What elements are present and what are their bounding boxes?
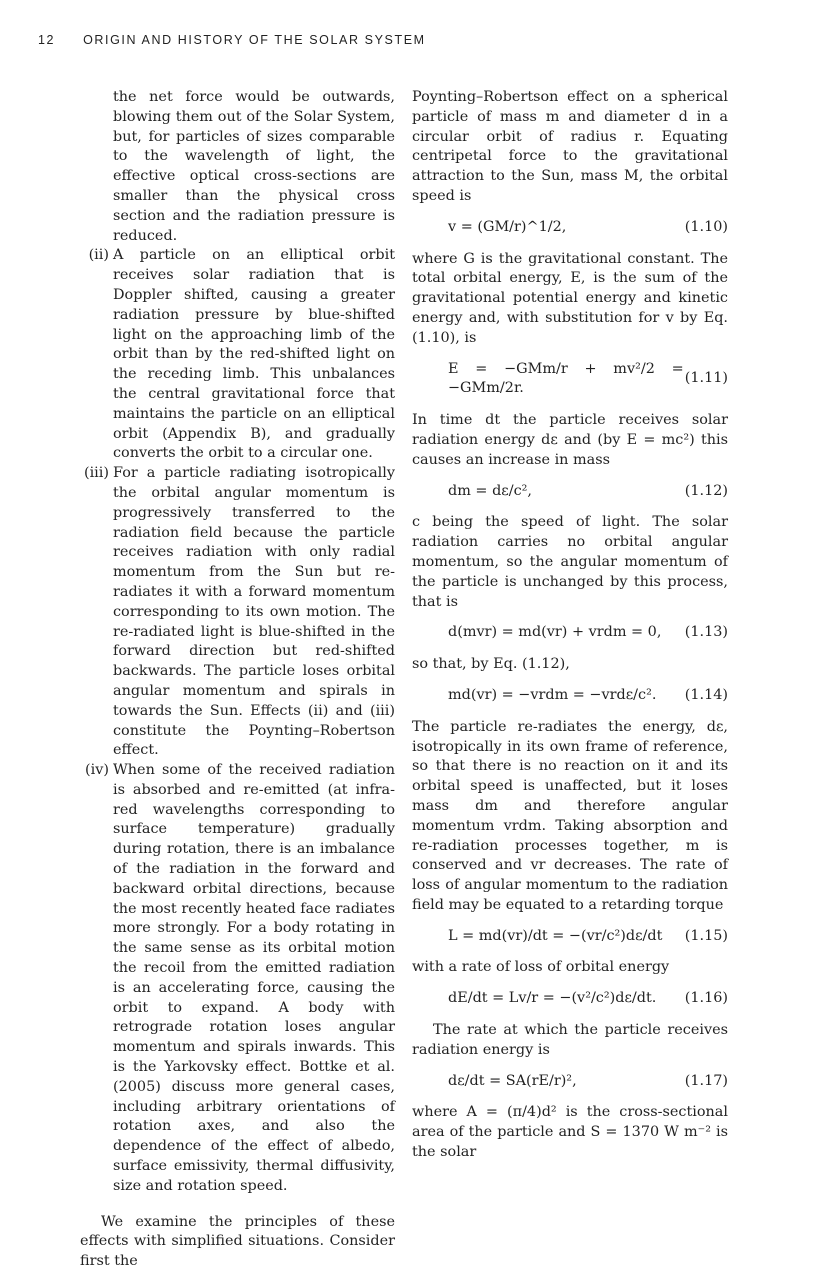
equation-1-16: [412, 989, 728, 1009]
paragraph: so that, by Eq. (1.12),: [412, 656, 570, 673]
list-item: [80, 464, 395, 761]
equation-expression: dm = dε/c²,: [448, 482, 532, 499]
closing-paragraph: We examine the principles of these effects with simplified situations. Consider first the: [80, 1213, 395, 1270]
paragraph: In time dt the particle receives solar radiation energy dε and (by E = mc²) this causes an increase in mass: [412, 412, 728, 468]
list-marker: (iii): [83, 465, 109, 482]
list-item: [80, 246, 395, 464]
equation-expression: L = md(vr)/dt = −(vr/c²)dε/dt: [448, 927, 663, 944]
paragraph: The particle re-radiates the energy, dε, isotropically in its own frame of reference, so that there is no reaction on it and its orbital speed is unaffected, but it loses mass dm and therefore angular momentum vrdm. Taking absorption and re-radiation processes together, m is conserved and vr decreases. The rate of loss of angular momentum to the radiation field may be equated to a retarding torque: [412, 718, 728, 913]
paragraph: Poynting–Robertson effect on a spherical particle of mass m and diameter d in a circular orbit of radius r. Equating centripetal force to the gravitational attraction to the Sun, mass M, the orbital speed is: [412, 89, 728, 204]
equation-1-14: [412, 686, 728, 706]
equation-1-11: [412, 360, 728, 400]
equation-number: (1.12): [684, 482, 728, 499]
list-item: [80, 761, 395, 1197]
equation-expression: d(mvr) = md(vr) + vrdm = 0,: [448, 624, 662, 641]
equation-number: (1.16): [684, 990, 728, 1007]
equation-number: (1.14): [684, 686, 728, 703]
left-column: [80, 88, 395, 1272]
paragraph: where G is the gravitational constant. The total orbital energy, E, is the sum of the gravitational potential energy and kinetic energy and, with substitution for v by Eq. (1.10), is: [412, 250, 728, 346]
equation-expression: md(vr) = −vrdm = −vrdε/c².: [448, 686, 657, 703]
equation-1-10: [412, 218, 728, 238]
equation-1-17: [412, 1072, 728, 1092]
equation-number: (1.15): [684, 927, 728, 944]
paragraph: c being the speed of light. The solar radiation carries no orbital angular momentum, so the angular momentum of the particle is unchanged by this process, that is: [412, 514, 728, 610]
list-marker: (iv): [85, 762, 109, 779]
equation-1-13: [412, 623, 728, 643]
equation-number: (1.10): [684, 218, 728, 235]
equation-expression: E = −GMm/r + mv²/2 = −GMm/2r.: [448, 360, 684, 397]
list-item-text: A particle on an elliptical orbit receives solar radiation that is Doppler shifted, causing a greater radiation pressure by blue-shifted light on the approaching limb of the orbit than by the red-shifted light on the receding limb. This unbalances the central gravitational force that maintains the particle on an elliptical orbit (Appendix B), and gradually converts the orbit to a circular one.: [113, 247, 395, 462]
equation-1-15: [412, 927, 728, 947]
equation-expression: dε/dt = SA(rE/r)²,: [448, 1072, 577, 1089]
equation-expression: dE/dt = Lv/r = −(v²/c²)dε/dt.: [448, 990, 657, 1007]
page-number: 12: [38, 33, 56, 47]
list-item-text: For a particle radiating isotropically the orbital angular momentum is progressively transferred to the radiation field because the particle receives radiation with only radial momentum from the Sun but re-radiates it with a forward momentum corresponding to its own motion. The re-radiated light is blue-shifted in the forward direction but red-shifted backwards. The particle loses orbital angular momentum and spirals in towards the Sun. Effects (ii) and (iii) constitute the Poynting–Robertson effect.: [113, 465, 395, 759]
running-title: ORIGIN AND HISTORY OF THE SOLAR SYSTEM: [83, 33, 426, 47]
equation-number: (1.17): [684, 1072, 728, 1089]
paragraph: The rate at which the particle receives radiation energy is: [412, 1022, 728, 1058]
running-header: [38, 33, 426, 47]
list-item-text: When some of the received radiation is absorbed and re-emitted (at infra-red wavelengths corresponding to surface temperature) gradually during rotation, there is an imbalance of the radiation in the forward and backward orbital directions, because the most recently heated face radiates more strongly. For a body rotating in the same sense as its orbital motion the recoil from the emitted radiation is an accelerating force, causing the orbit to expand. A body with retrograde rotation loses angular momentum and spirals inwards. This is the Yarkovsky effect. Bottke et al. (2005) discuss more general cases, including arbitrary orientations of rotation axes, and also the dependence of the effect of albedo, surface emissivity, thermal diffusivity, size and rotation speed.: [113, 762, 395, 1194]
equation-1-12: [412, 482, 728, 502]
equation-number: (1.11): [684, 370, 728, 387]
paragraph: with a rate of loss of orbital energy: [412, 959, 670, 976]
right-column: [412, 88, 728, 1163]
continuation-paragraph: the net force would be outwards, blowing them out of the Solar System, but, for particles of sizes comparable to the wavelength of light, the effective optical cross-sections are smaller than the physical cross section and the radiation pressure is reduced.: [113, 89, 395, 244]
list-marker: (ii): [88, 247, 109, 264]
equation-number: (1.13): [684, 624, 728, 641]
paragraph: where A = (π/4)d² is the cross-sectional area of the particle and S = 1370 W m⁻² is the solar: [412, 1104, 728, 1161]
equation-expression: v = (GM/r)^1/2,: [448, 218, 567, 235]
